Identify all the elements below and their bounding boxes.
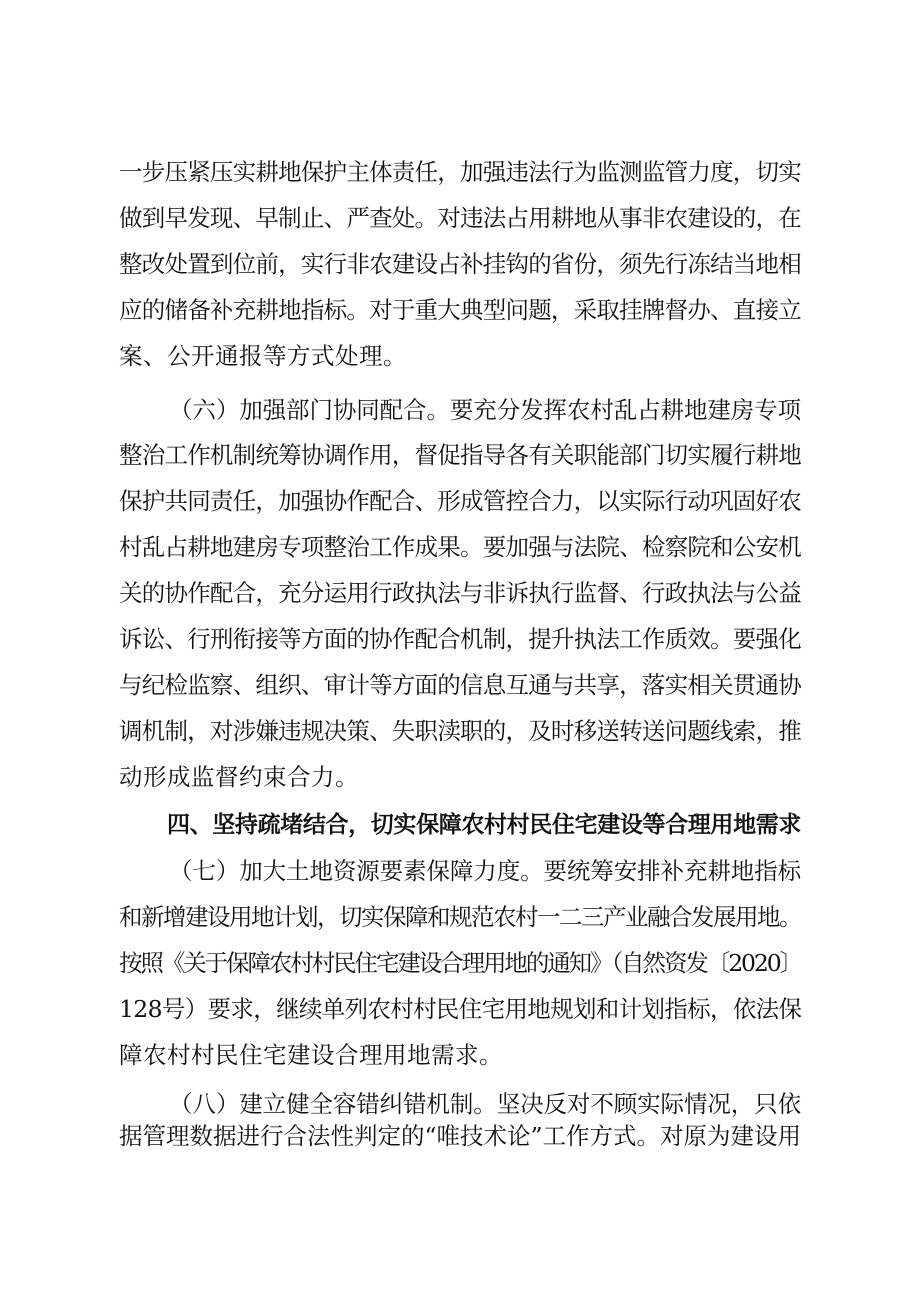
paragraph-line: 应的储备补充耕地指标。对于重大典型问题，采取挂牌督办、直接立 bbox=[119, 296, 801, 324]
paragraph-line: 动形成监督约束合力。 bbox=[119, 763, 359, 791]
paragraph-line: 调机制，对涉嫌违规决策、失职渎职的，及时移送转送问题线索，推 bbox=[119, 717, 801, 745]
paragraph-line: 128号）要求，继续单列农村村民住宅用地规划和计划指标，依法保 bbox=[119, 995, 802, 1023]
paragraph-line: 诉讼、行刑衔接等方面的协作配合机制，提升执法工作质效。要强化 bbox=[119, 625, 801, 653]
paragraph-line: 整治工作机制统筹协调作用，督促指导各有关职能部门切实履行耕地 bbox=[119, 441, 801, 469]
paragraph-line: 和新增建设用地计划，切实保障和规范农村一二三产业融合发展用地。 bbox=[119, 903, 801, 931]
paragraph-line: 做到早发现、早制止、严查处。对违法占用耕地从事非农建设的，在 bbox=[119, 204, 801, 232]
paragraph-line: （七）加大土地资源要素保障力度。要统筹安排补充耕地指标 bbox=[169, 857, 801, 885]
paragraph-line: 据管理数据进行合法性判定的“唯技术论”工作方式。对原为建设用 bbox=[119, 1122, 802, 1150]
paragraph-line: （八）建立健全容错纠错机制。坚决反对不顾实际情况，只依 bbox=[169, 1090, 801, 1118]
paragraph-line: （六）加强部门协同配合。要充分发挥农村乱占耕地建房专项 bbox=[169, 396, 801, 424]
paragraph-line: 与纪检监察、组织、审计等方面的信息互通与共享，落实相关贯通协 bbox=[119, 671, 801, 699]
paragraph-line: 一步压紧压实耕地保护主体责任，加强违法行为监测监管力度，切实 bbox=[119, 158, 801, 186]
paragraph-line: 案、公开通报等方式处理。 bbox=[119, 342, 407, 370]
paragraph-line: 整改处置到位前，实行非农建设占补挂钩的省份，须先行冻结当地相 bbox=[119, 250, 801, 278]
paragraph-line: 村乱占耕地建房专项整治工作成果。要加强与法院、检察院和公安机 bbox=[119, 533, 801, 561]
paragraph-line: 按照《关于保障农村村民住宅建设合理用地的通知》（自然资发〔2020〕 bbox=[119, 949, 802, 977]
paragraph-line: 障农村村民住宅建设合理用地需求。 bbox=[119, 1041, 503, 1069]
paragraph-line: 关的协作配合，充分运用行政执法与非诉执行监督、行政执法与公益 bbox=[119, 579, 801, 607]
paragraph-line: 保护共同责任，加强协作配合、形成管控合力，以实际行动巩固好农 bbox=[119, 487, 801, 515]
section-heading: 四、坚持疏堵结合，切实保障农村村民住宅建设等合理用地需求 bbox=[167, 812, 802, 838]
